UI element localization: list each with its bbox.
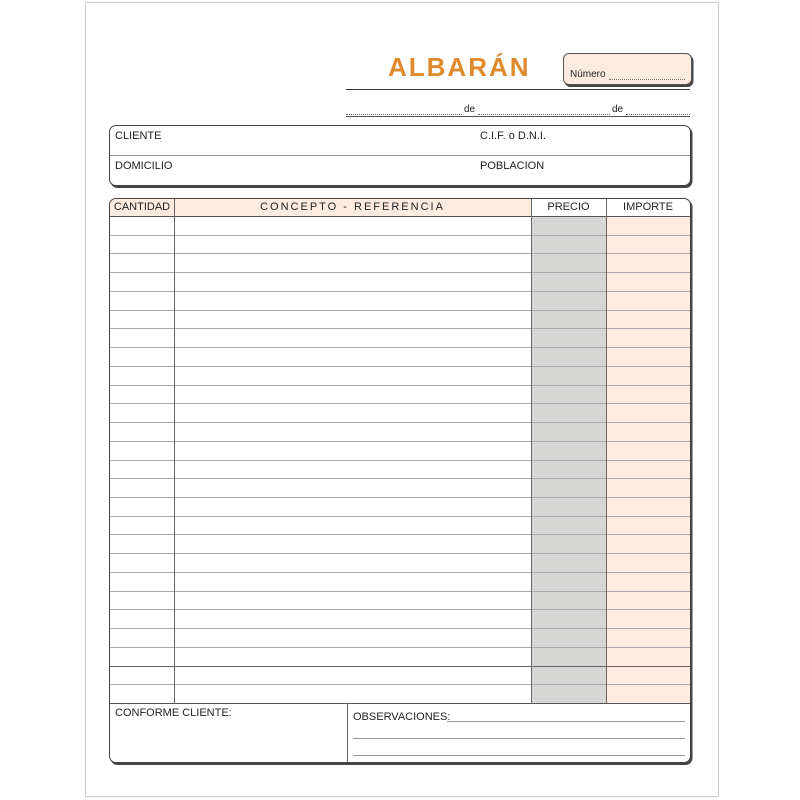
date-month-field[interactable]	[478, 114, 610, 115]
table-row	[110, 272, 690, 273]
table-row	[110, 291, 690, 292]
col-header-cantidad: CANTIDAD	[113, 201, 171, 213]
header-rule	[346, 89, 690, 90]
table-row	[110, 385, 690, 386]
table-row	[110, 478, 690, 479]
col-header-importe: IMPORTE	[623, 201, 673, 213]
table-row	[110, 460, 690, 461]
table-row	[110, 572, 690, 573]
table-row	[110, 403, 690, 404]
table-row	[110, 628, 690, 629]
date-underline	[346, 116, 690, 117]
numero-label: Número	[570, 69, 606, 80]
items-table	[109, 198, 691, 763]
table-row	[110, 534, 690, 535]
header-divider	[110, 216, 690, 217]
table-row	[110, 647, 690, 648]
observaciones-line-1[interactable]	[447, 721, 685, 722]
numero-field[interactable]	[609, 79, 685, 80]
table-row	[110, 366, 690, 367]
col-divider-1	[174, 199, 175, 703]
date-day-field[interactable]	[346, 114, 462, 115]
table-row	[110, 553, 690, 554]
observaciones-label: OBSERVACIONES:	[353, 711, 451, 723]
cliente-label: CLIENTE	[115, 130, 162, 142]
domicilio-label: DOMICILIO	[115, 160, 173, 172]
date-year-field[interactable]	[626, 114, 690, 115]
table-row	[110, 591, 690, 592]
conforme-label: CONFORME CLIENTE:	[115, 707, 232, 719]
poblacion-label: POBLACION	[480, 160, 545, 172]
col-divider-3	[606, 199, 607, 703]
table-row	[110, 609, 690, 610]
client-box	[109, 125, 691, 186]
de-label-2: de	[612, 104, 624, 115]
table-row	[110, 310, 690, 311]
table-row	[110, 441, 690, 442]
table-row	[110, 235, 690, 236]
observaciones-line-3[interactable]	[353, 755, 685, 756]
table-row	[110, 516, 690, 517]
col-header-precio: PRECIO	[547, 201, 590, 213]
cif-label: C.I.F. o D.N.I.	[480, 130, 547, 142]
footer-col-divider	[347, 703, 348, 762]
col-header-concepto: CONCEPTO - REFERENCIA	[260, 201, 445, 213]
de-label-1: de	[464, 104, 476, 115]
form-title: ALBARÁN	[388, 52, 531, 82]
col-divider-2	[531, 199, 532, 703]
client-divider	[110, 155, 690, 156]
table-row	[110, 497, 690, 498]
numero-box	[563, 53, 692, 85]
table-row	[110, 422, 690, 423]
table-row	[110, 253, 690, 254]
table-row	[110, 666, 690, 667]
table-row	[110, 684, 690, 685]
table-row	[110, 328, 690, 329]
footer-divider	[110, 703, 690, 704]
table-row	[110, 347, 690, 348]
observaciones-line-2[interactable]	[353, 738, 685, 739]
